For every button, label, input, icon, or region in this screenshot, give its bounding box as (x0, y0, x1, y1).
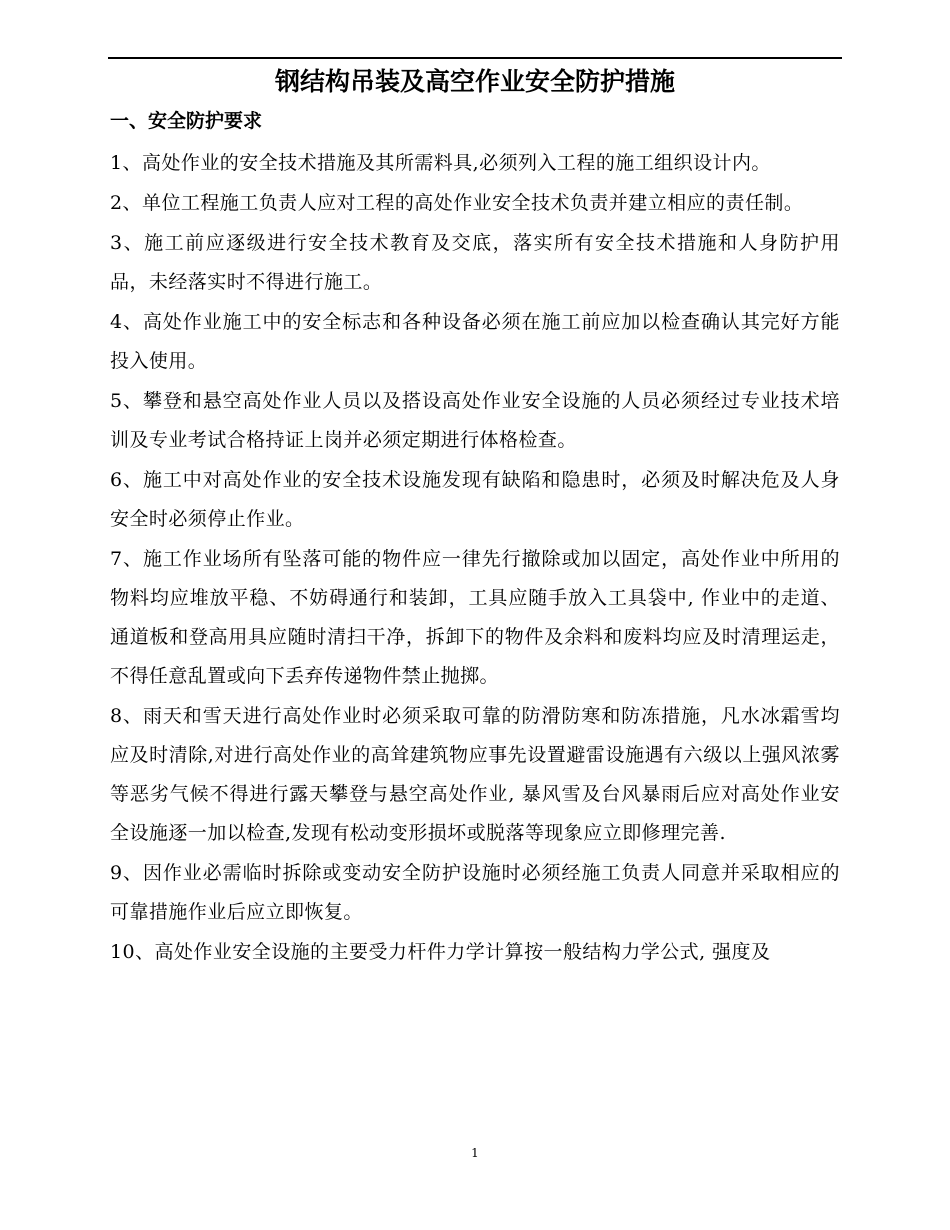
requirement-item-3: 3、施工前应逐级进行安全技术教育及交底，落实所有安全技术措施和人身防护用品，未经落实时不得进行施工。 (110, 232, 840, 293)
document-title: 钢结构吊装及高空作业安全防护措施 (274, 67, 675, 96)
page-number: 1 (471, 1146, 479, 1160)
requirements-list (110, 144, 840, 973)
requirement-item-6: 6、施工中对高处作业的安全技术设施发现有缺陷和隐患时，必须及时解决危及人身安全时必须停止作业。 (110, 469, 840, 530)
requirement-item-9: 9、因作业必需临时拆除或变动安全防护设施时必须经施工负责人同意并采取相应的可靠措施作业后应立即恢复。 (110, 862, 840, 923)
requirement-item-5: 5、攀登和悬空高处作业人员以及搭设高处作业安全设施的人员必须经过专业技术培训及专业考试合格持证上岗并必须定期进行体格检查。 (110, 390, 840, 451)
requirement-item-1: 1、高处作业的安全技术措施及其所需料具,必须列入工程的施工组织设计内。 (110, 152, 771, 174)
requirement-item-2: 2、单位工程施工负责人应对工程的高处作业安全技术负责并建立相应的责任制。 (110, 192, 804, 214)
requirement-item-4: 4、高处作业施工中的安全标志和各种设备必须在施工前应加以检查确认其完好方能投入使用。 (110, 311, 840, 372)
requirement-item-8: 8、雨天和雪天进行高处作业时必须采取可靠的防滑防寒和防冻措施，凡水冰霜雪均应及时清除,对进行高处作业的高耸建筑物应事先设置避雷设施遇有六级以上强风浓雾等恶劣气候不得进行露天攀登与悬空高处作业, 暴风雪及台风暴雨后应对高处作业安全设施逐一加以检查,发现有松动变形损坏或脱落等现象应立即修理完善. (110, 705, 840, 844)
section-heading: 一、安全防护要求 (110, 110, 263, 132)
header-rule (108, 57, 842, 59)
requirement-item-7: 7、施工作业场所有坠落可能的物件应一律先行撤除或加以固定，高处作业中所用的物料均应堆放平稳、不妨碍通行和装卸，工具应随手放入工具袋中, 作业中的走道、通道板和登高用具应随时清扫干净，拆卸下的物件及余料和废料均应及时清理运走，不得任意乱置或向下丢弃传递物件禁止抛掷。 (110, 548, 840, 687)
requirement-item-10: 10、高处作业安全设施的主要受力杆件力学计算按一般结构力学公式, 强度及 (110, 941, 771, 963)
